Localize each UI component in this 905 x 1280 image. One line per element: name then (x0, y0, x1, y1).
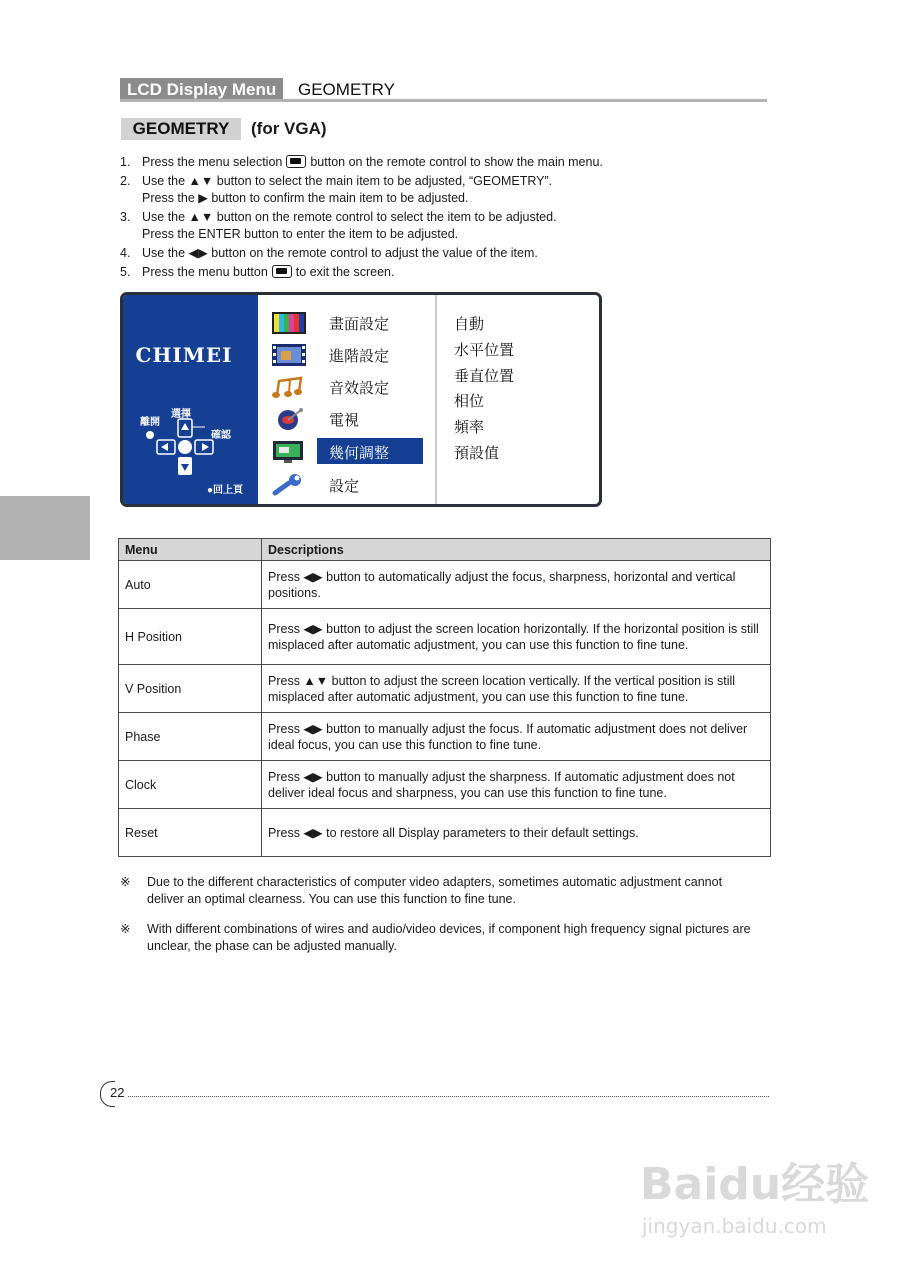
menu-button-icon (286, 155, 306, 168)
step-text: Use the ▲▼ button on the remote control to select the item to be adjusted. (142, 210, 557, 224)
step-number: 5. (120, 265, 131, 279)
osd-item-label: 電視 (329, 411, 360, 429)
osd-item-label: 設定 (329, 477, 360, 495)
menu-cell: V Position (119, 665, 262, 713)
step-1 (120, 154, 780, 171)
osd-submenu-item: 水平位置 (454, 341, 515, 359)
section-title: GEOMETRY (121, 118, 241, 140)
page-number (102, 1083, 125, 1100)
confirm-label: 確認 (211, 430, 231, 441)
brand-logo: CHIMEI (135, 343, 233, 367)
osd-item-tv (263, 405, 423, 433)
osd-item-settings (263, 471, 423, 499)
menu-cell: H Position (119, 609, 262, 665)
osd-submenu-item: 相位 (454, 392, 485, 410)
osd-divider (435, 295, 437, 504)
remote-dpad-icon (155, 417, 215, 477)
instruction-steps (120, 154, 780, 283)
osd-item-audio (263, 373, 423, 401)
step-text: to exit the screen. (295, 265, 395, 279)
note-mark: ※ (120, 922, 131, 936)
osd-submenu-item: 頻率 (454, 418, 485, 436)
osd-item-label: 進階設定 (329, 347, 390, 365)
step-text: Press the ▶ button to confirm the main item to be adjusted. (142, 191, 469, 205)
monitor-icon (271, 440, 307, 464)
music-icon (271, 375, 307, 399)
menu-cell: Auto (119, 561, 262, 609)
select-label: 選擇 (171, 409, 191, 420)
step-text: Press the menu button (142, 265, 268, 279)
step-number: 1. (120, 155, 131, 169)
film-icon (271, 343, 307, 367)
note-2 (120, 921, 760, 955)
osd-item-picture (263, 309, 423, 337)
section-subtitle: (for VGA) (251, 119, 327, 138)
footer-dotted-rule (128, 1096, 769, 1097)
step-3 (120, 209, 780, 243)
note-mark: ※ (120, 875, 131, 889)
osd-menu-screenshot (120, 292, 602, 507)
table-row (119, 665, 771, 713)
osd-submenu-item: 垂直位置 (454, 367, 515, 385)
note-text: Due to the different characteristics of computer video adapters, sometimes automatic adjustment cannot deliver an optimal clearness. You can use this function to fine tune. (147, 875, 723, 906)
step-text: Press the ENTER button to enter the item to be adjusted. (142, 227, 459, 241)
description-cell: Press ▲▼ button to adjust the screen location vertically. If the vertical position is still misplaced after automatic adjustment, you can use this function to fine tune. (262, 665, 771, 713)
table-row (119, 713, 771, 761)
osd-item-label: 畫面設定 (329, 315, 390, 333)
header-rule (120, 99, 767, 102)
description-cell: Press ◀▶ button to manually adjust the sharpness. If automatic adjustment does not deliver ideal focus and sharpness, you can use this function to fine tune. (262, 761, 771, 809)
step-text: Use the ◀▶ button on the remote control to adjust the value of the item. (142, 246, 538, 260)
menu-cell: Reset (119, 809, 262, 857)
satellite-icon (271, 407, 307, 431)
picture-icon (271, 311, 307, 335)
step-number: 4. (120, 246, 131, 260)
table-row (119, 561, 771, 609)
watermark-url: jingyan.baidu.com (642, 1214, 827, 1238)
step-5 (120, 264, 780, 281)
exit-label: 離開 (140, 417, 160, 428)
step-4 (120, 245, 780, 262)
header-label: LCD Display Menu (120, 78, 283, 101)
back-label: ●回上頁 (207, 485, 244, 496)
note-1 (120, 874, 760, 908)
note-text: With different combinations of wires and audio/video devices, if component high frequency signal pictures are unclear, the phase can be adjusted manually. (147, 922, 751, 953)
exit-dot-icon (146, 431, 154, 439)
menu-cell: Clock (119, 761, 262, 809)
osd-brand-panel (123, 295, 258, 504)
menu-cell: Phase (119, 713, 262, 761)
description-cell: Press ◀▶ button to automatically adjust the focus, sharpness, horizontal and vertical positions. (262, 561, 771, 609)
description-cell: Press ◀▶ to restore all Display parameters to their default settings. (262, 809, 771, 857)
osd-item-label: 音效設定 (329, 379, 390, 397)
description-cell: Press ◀▶ button to manually adjust the focus. If automatic adjustment does not deliver ideal focus, you can use this function to fine tune. (262, 713, 771, 761)
osd-item-label: 幾何調整 (329, 444, 390, 462)
osd-item-geometry (263, 438, 423, 466)
column-header-menu: Menu (119, 539, 262, 561)
geometry-menu-table (118, 538, 771, 857)
osd-submenu-item: 自動 (454, 315, 485, 333)
page-number-text: 22 (110, 1085, 125, 1100)
chapter-side-tab (0, 496, 90, 560)
step-number: 2. (120, 174, 131, 188)
header-title: GEOMETRY (298, 80, 395, 99)
step-text: Use the ▲▼ button to select the main item to be adjusted, “GEOMETRY”. (142, 174, 553, 188)
table-row (119, 609, 771, 665)
table-header-row (119, 539, 771, 561)
step-text: button on the remote control to show the main menu. (310, 155, 603, 169)
step-text: Press the menu selection (142, 155, 283, 169)
osd-item-advanced (263, 341, 423, 369)
watermark-logo: Baidu经验 (640, 1159, 870, 1210)
step-number: 3. (120, 210, 131, 224)
table-row (119, 761, 771, 809)
wrench-icon (271, 473, 307, 497)
description-cell: Press ◀▶ button to adjust the screen location horizontally. If the horizontal position is still misplaced after automatic adjustment, you can use this function to fine tune. (262, 609, 771, 665)
step-2 (120, 173, 780, 207)
osd-submenu-item: 預設值 (454, 444, 500, 462)
table-row (119, 809, 771, 857)
menu-button-icon (272, 265, 292, 278)
column-header-descriptions: Descriptions (262, 539, 771, 561)
